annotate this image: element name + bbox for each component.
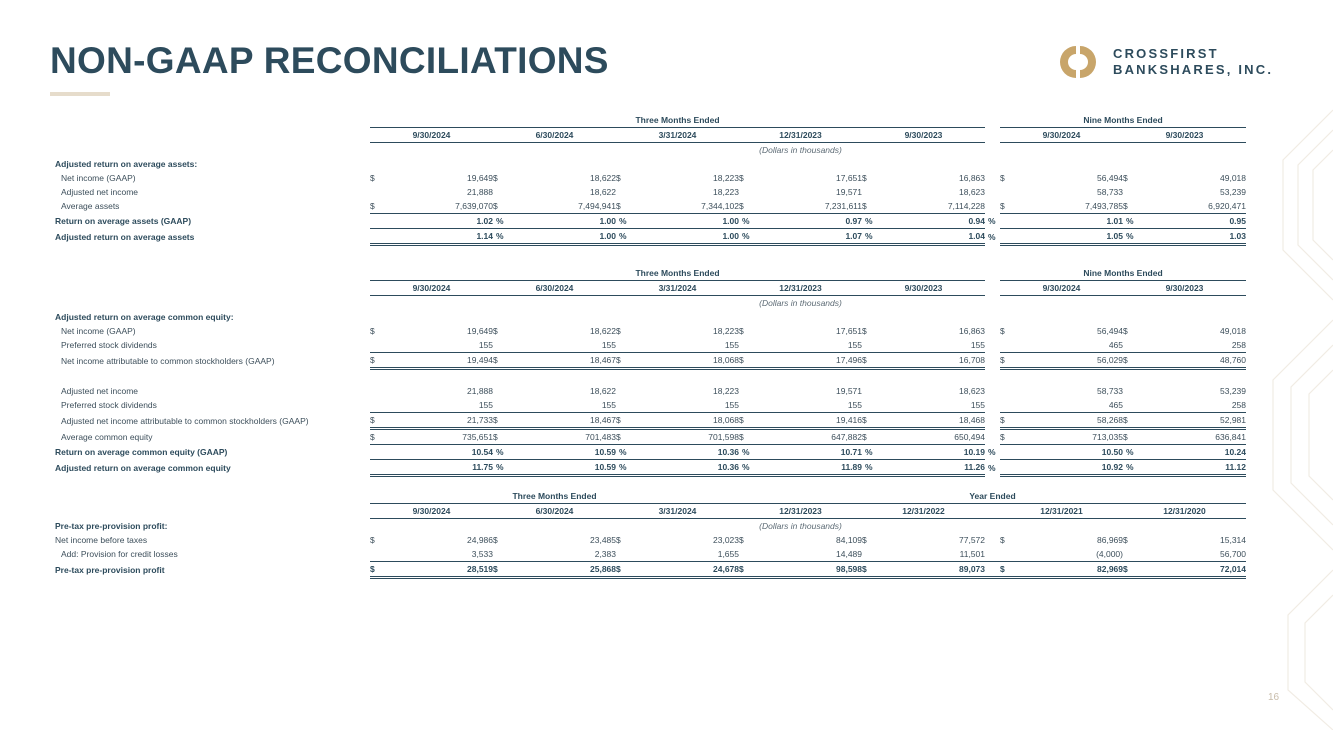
cell-value: 1.14 — [395, 229, 493, 245]
row-label: Net income before taxes — [55, 535, 148, 545]
percent-sign: % — [616, 214, 641, 229]
cell-value: 1.00 — [518, 229, 616, 245]
units-note: (Dollars in thousands) — [759, 298, 842, 308]
cell-value: 16,708 — [887, 353, 985, 369]
cell-value: 10.54 — [395, 445, 493, 460]
cell-value: 155 — [887, 398, 985, 413]
cell-value: 18,223 — [713, 326, 739, 336]
cell-value: 18,223 — [713, 187, 739, 197]
cell-value: 21,733 — [395, 413, 493, 429]
row-label: Preferred stock dividends — [61, 400, 157, 411]
cell-value: 155 — [764, 398, 862, 413]
percent-sign: % — [616, 445, 641, 460]
company-name-line1: CROSSFIRST — [1113, 46, 1219, 61]
dollar-sign: $ — [739, 413, 764, 429]
row-label: Preferred stock dividends — [61, 340, 157, 351]
dollar-sign: $ — [493, 173, 498, 183]
percent-sign: % — [739, 214, 764, 229]
percent-sign: % — [1123, 460, 1148, 476]
dollar-sign: $ — [616, 535, 621, 545]
page-number: 16 — [1268, 692, 1280, 703]
cell-value: 11.12 — [1148, 460, 1246, 476]
header-nine-months-ended: Nine Months Ended — [1000, 113, 1246, 128]
cell-value: 2,383 — [518, 547, 616, 562]
dollar-sign: $ — [616, 326, 621, 336]
dollar-sign: $ — [739, 353, 764, 369]
dollar-sign: $ — [1123, 353, 1148, 369]
cell-value: 14,489 — [764, 547, 862, 562]
column-date: 12/31/2022 — [862, 504, 985, 519]
dollar-sign: $ — [370, 562, 395, 578]
company-logo — [1058, 42, 1273, 82]
header-three-months-ended: Three Months Ended — [370, 113, 985, 128]
dollar-sign: $ — [493, 429, 518, 445]
dollar-sign: $ — [616, 173, 621, 183]
percent-sign: % — [493, 445, 518, 460]
row-label: Pre-tax pre-provision profit — [55, 564, 165, 575]
dollar-sign: $ — [739, 562, 764, 578]
spacer-row — [55, 369, 1246, 385]
dollar-sign: $ — [616, 562, 641, 578]
cell-value: 3,533 — [395, 547, 493, 562]
cell-value: 155 — [395, 338, 493, 353]
dollar-sign: $ — [493, 413, 518, 429]
dollar-sign: $ — [739, 173, 744, 183]
header-three-months-ended: Three Months Ended — [370, 489, 739, 504]
column-date: 9/30/2023 — [1123, 128, 1246, 143]
cell-value: 56,700 — [1148, 547, 1246, 562]
percent-sign: % — [988, 231, 996, 242]
cell-value: 10.36 — [641, 460, 739, 476]
cell-value: 16,863 — [959, 173, 985, 183]
cell-value: 82,969 — [1025, 562, 1123, 578]
cell-value: 7,639,070 — [395, 199, 493, 214]
cell-value: 155 — [518, 398, 616, 413]
row-label: Return on average common equity (GAAP) — [55, 447, 228, 457]
column-date: 9/30/2023 — [1123, 281, 1246, 296]
percent-sign: % — [739, 229, 764, 245]
dollar-sign: $ — [1123, 326, 1128, 336]
cell-value: 49,018 — [1220, 326, 1246, 336]
percent-sign: % — [739, 460, 764, 476]
cell-value: 18,622 — [590, 187, 616, 197]
cell-value: 53,239 — [1220, 386, 1246, 396]
cell-value: 258 — [1148, 398, 1246, 413]
cell-value: 25,868 — [518, 562, 616, 578]
units-note: (Dollars in thousands) — [759, 521, 842, 531]
cell-value: 0.97 — [764, 214, 862, 229]
table-return-on-assets — [55, 113, 1246, 246]
cell-value: 155 — [395, 398, 493, 413]
cell-value: 10.36 — [641, 445, 739, 460]
dollar-sign: $ — [1000, 199, 1025, 214]
row-label: Net income attributable to common stockholders (GAAP) — [61, 355, 275, 366]
dollar-sign: $ — [1000, 535, 1005, 545]
cell-value: 19,416 — [764, 413, 862, 429]
row-label: Net income (GAAP) — [61, 173, 136, 183]
cell-value: 7,494,941 — [518, 199, 616, 214]
cell-value: 0.95 — [1148, 214, 1246, 229]
section-heading: Adjusted return on average common equity: — [55, 312, 234, 322]
cell-value: 155 — [887, 338, 985, 353]
column-date: 6/30/2024 — [493, 504, 616, 519]
cell-value: 6,920,471 — [1148, 199, 1246, 214]
cell-value: 72,014 — [1148, 562, 1246, 578]
dollar-sign: $ — [1000, 326, 1005, 336]
column-date: 12/31/2021 — [1000, 504, 1123, 519]
column-date: 12/31/2020 — [1123, 504, 1246, 519]
cell-value: 10.59 — [518, 460, 616, 476]
cell-value: 735,651 — [395, 429, 493, 445]
dollar-sign: $ — [370, 413, 395, 429]
cell-value: 19,571 — [836, 187, 862, 197]
dollar-sign: $ — [862, 562, 887, 578]
cell-value: 647,882 — [764, 429, 862, 445]
cell-value: 713,035 — [1025, 429, 1123, 445]
column-date: 3/31/2024 — [616, 281, 739, 296]
cell-value: 89,073 — [887, 562, 985, 578]
cell-value: 84,109 — [836, 535, 862, 545]
dollar-sign: $ — [1123, 429, 1148, 445]
column-date: 6/30/2024 — [493, 128, 616, 143]
cell-value: 58,733 — [1097, 386, 1123, 396]
cell-value: 28,519 — [395, 562, 493, 578]
dollar-sign: $ — [370, 173, 375, 183]
percent-sign: % — [988, 216, 996, 226]
cell-value: 1.01 — [1025, 214, 1123, 229]
cell-value: 10.92 — [1025, 460, 1123, 476]
cell-value: 15,314 — [1220, 535, 1246, 545]
percent-sign: % — [493, 460, 518, 476]
dollar-sign: $ — [370, 199, 395, 214]
cell-value: 10.50 — [1025, 445, 1123, 460]
dollar-sign: $ — [616, 413, 641, 429]
cell-value: 19,649 — [467, 173, 493, 183]
dollar-sign: $ — [862, 413, 887, 429]
cell-value: 77,572 — [959, 535, 985, 545]
dollar-sign: $ — [1123, 199, 1148, 214]
dollar-sign: $ — [739, 326, 744, 336]
cell-value: 18,622 — [590, 173, 616, 183]
dollar-sign: $ — [493, 535, 498, 545]
cell-value: 18,223 — [713, 173, 739, 183]
row-label: Adjusted return on average assets — [55, 231, 195, 242]
cell-value: 52,981 — [1148, 413, 1246, 429]
cell-value: 16,863 — [959, 326, 985, 336]
column-date: 9/30/2024 — [1000, 281, 1123, 296]
column-date: 9/30/2024 — [370, 128, 493, 143]
cell-value: 465 — [1025, 338, 1123, 353]
cell-value: 701,483 — [518, 429, 616, 445]
cell-value: 155 — [641, 398, 739, 413]
cell-value: 86,969 — [1097, 535, 1123, 545]
cell-value: 48,760 — [1148, 353, 1246, 369]
cell-value: 7,114,228 — [887, 199, 985, 214]
percent-sign: % — [862, 229, 887, 245]
percent-sign: % — [1123, 445, 1148, 460]
dollar-sign: $ — [493, 326, 498, 336]
cell-value: 10.24 — [1148, 445, 1246, 460]
cell-value: 17,496 — [764, 353, 862, 369]
percent-sign: % — [493, 229, 518, 245]
dollar-sign: $ — [862, 353, 887, 369]
dollar-sign: $ — [370, 429, 395, 445]
column-date: 12/31/2023 — [739, 281, 862, 296]
cell-value: 18,467 — [518, 353, 616, 369]
cell-value: 11,501 — [887, 547, 985, 562]
cell-value: 1.00 — [518, 214, 616, 229]
column-date: 12/31/2023 — [739, 504, 862, 519]
percent-sign: % — [862, 445, 887, 460]
table-pre-tax-pre-provision — [55, 489, 1246, 579]
dollar-sign: $ — [1000, 353, 1025, 369]
cell-value: 56,494 — [1097, 173, 1123, 183]
row-label: Average assets — [61, 201, 120, 212]
cell-value: 1.00 — [641, 214, 739, 229]
percent-sign: % — [988, 462, 996, 473]
cell-value: 18,622 — [590, 326, 616, 336]
column-date: 12/31/2023 — [739, 128, 862, 143]
cell-value: 98,598 — [764, 562, 862, 578]
cell-value: 10.59 — [518, 445, 616, 460]
cell-value: 11.75 — [395, 460, 493, 476]
cell-value: 18,623 — [959, 386, 985, 396]
cell-value: 18,622 — [590, 386, 616, 396]
header-three-months-ended: Three Months Ended — [370, 266, 985, 281]
cell-value: 10.19 — [887, 445, 985, 460]
cell-value: 7,231,611 — [764, 199, 862, 214]
row-label: Add: Provision for credit losses — [61, 549, 178, 560]
cell-value: 18,468 — [887, 413, 985, 429]
cell-value: 701,598 — [641, 429, 739, 445]
percent-sign: % — [1123, 214, 1148, 229]
percent-sign: % — [988, 447, 996, 457]
row-label: Adjusted return on average common equity — [55, 462, 231, 473]
dollar-sign: $ — [862, 326, 867, 336]
cell-value: 465 — [1025, 398, 1123, 413]
cell-value: 1.00 — [641, 229, 739, 245]
cell-value: 56,029 — [1025, 353, 1123, 369]
cell-value: 19,494 — [395, 353, 493, 369]
cell-value: 1.03 — [1148, 229, 1246, 245]
dollar-sign: $ — [1123, 562, 1148, 578]
cell-value: 7,344,102 — [641, 199, 739, 214]
dollar-sign: $ — [616, 199, 641, 214]
row-label: Adjusted net income — [61, 386, 139, 396]
header-year-ended: Year Ended — [739, 489, 1246, 504]
percent-sign: % — [1123, 229, 1148, 245]
section-heading: Adjusted return on average assets: — [55, 159, 198, 169]
dollar-sign: $ — [370, 353, 395, 369]
cell-value: 1,655 — [641, 547, 739, 562]
cell-value: 24,678 — [641, 562, 739, 578]
column-date: 9/30/2024 — [1000, 128, 1123, 143]
cell-value: 56,494 — [1097, 326, 1123, 336]
percent-sign: % — [862, 460, 887, 476]
dollar-sign: $ — [370, 535, 375, 545]
percent-sign: % — [739, 445, 764, 460]
units-note: (Dollars in thousands) — [759, 145, 842, 155]
cell-value: 636,841 — [1148, 429, 1246, 445]
cell-value: 1.04 — [887, 229, 985, 245]
column-date: 9/30/2024 — [370, 281, 493, 296]
cell-value: 17,651 — [836, 173, 862, 183]
cell-value: 11.26 — [887, 460, 985, 476]
cell-value: 11.89 — [764, 460, 862, 476]
dollar-sign: $ — [616, 353, 641, 369]
row-label: Adjusted net income attributable to common stockholders (GAAP) — [61, 415, 309, 426]
percent-sign: % — [616, 460, 641, 476]
column-date: 9/30/2024 — [370, 504, 493, 519]
dollar-sign: $ — [862, 429, 887, 445]
dollar-sign: $ — [1123, 173, 1128, 183]
dollar-sign: $ — [739, 429, 764, 445]
crossfirst-logo-icon — [1058, 42, 1098, 82]
dollar-sign: $ — [1123, 413, 1148, 429]
dollar-sign: $ — [493, 562, 518, 578]
table-return-on-equity — [55, 266, 1246, 477]
dollar-sign: $ — [862, 535, 867, 545]
dollar-sign: $ — [1000, 562, 1025, 578]
column-date: 9/30/2023 — [862, 281, 985, 296]
page-title: NON-GAAP RECONCILIATIONS — [50, 40, 609, 81]
cell-value: 155 — [641, 338, 739, 353]
column-date: 6/30/2024 — [493, 281, 616, 296]
cell-value: 1.05 — [1025, 229, 1123, 245]
cell-value: 21,888 — [467, 386, 493, 396]
dollar-sign: $ — [1000, 429, 1025, 445]
percent-sign: % — [493, 214, 518, 229]
cell-value: 18,223 — [713, 386, 739, 396]
cell-value: 53,239 — [1220, 187, 1246, 197]
cell-value: 155 — [518, 338, 616, 353]
dollar-sign: $ — [862, 199, 887, 214]
dollar-sign: $ — [1000, 413, 1025, 429]
dollar-sign: $ — [493, 199, 518, 214]
row-label: Average common equity — [61, 431, 153, 442]
column-date: 3/31/2024 — [616, 504, 739, 519]
dollar-sign: $ — [370, 326, 375, 336]
cell-value: 1.02 — [395, 214, 493, 229]
dollar-sign: $ — [1123, 535, 1128, 545]
cell-value: 23,485 — [590, 535, 616, 545]
cell-value: 258 — [1148, 338, 1246, 353]
cell-value: 24,986 — [467, 535, 493, 545]
cell-value: 49,018 — [1220, 173, 1246, 183]
company-name — [1113, 46, 1273, 78]
cell-value: 10.71 — [764, 445, 862, 460]
cell-value: 0.94 — [887, 214, 985, 229]
percent-sign: % — [862, 214, 887, 229]
cell-value: 19,649 — [467, 326, 493, 336]
cell-value: 19,571 — [836, 386, 862, 396]
header-nine-months-ended: Nine Months Ended — [1000, 266, 1246, 281]
dollar-sign: $ — [739, 535, 744, 545]
company-name-line2: BANKSHARES, INC. — [1113, 62, 1274, 77]
cell-value: 18,467 — [518, 413, 616, 429]
cell-value: 650,494 — [887, 429, 985, 445]
section-heading: Pre-tax pre-provision profit: — [55, 520, 168, 531]
cell-value: 155 — [764, 338, 862, 353]
cell-value: 58,268 — [1025, 413, 1123, 429]
dollar-sign: $ — [493, 353, 518, 369]
cell-value: 18,068 — [641, 353, 739, 369]
cell-value: 21,888 — [467, 187, 493, 197]
dollar-sign: $ — [1000, 173, 1005, 183]
column-date: 3/31/2024 — [616, 128, 739, 143]
row-label: Net income (GAAP) — [61, 326, 136, 336]
cell-value: 7,493,785 — [1025, 199, 1123, 214]
cell-value: 18,068 — [641, 413, 739, 429]
cell-value: (4,000) — [1025, 547, 1123, 562]
cell-value: 1.07 — [764, 229, 862, 245]
title-underline — [50, 92, 110, 96]
cell-value: 17,651 — [836, 326, 862, 336]
percent-sign: % — [616, 229, 641, 245]
row-label: Adjusted net income — [61, 187, 139, 197]
column-date: 9/30/2023 — [862, 128, 985, 143]
dollar-sign: $ — [739, 199, 764, 214]
dollar-sign: $ — [862, 173, 867, 183]
cell-value: 18,623 — [959, 187, 985, 197]
dollar-sign: $ — [616, 429, 641, 445]
row-label: Return on average assets (GAAP) — [55, 216, 192, 226]
cell-value: 23,023 — [713, 535, 739, 545]
cell-value: 58,733 — [1097, 187, 1123, 197]
